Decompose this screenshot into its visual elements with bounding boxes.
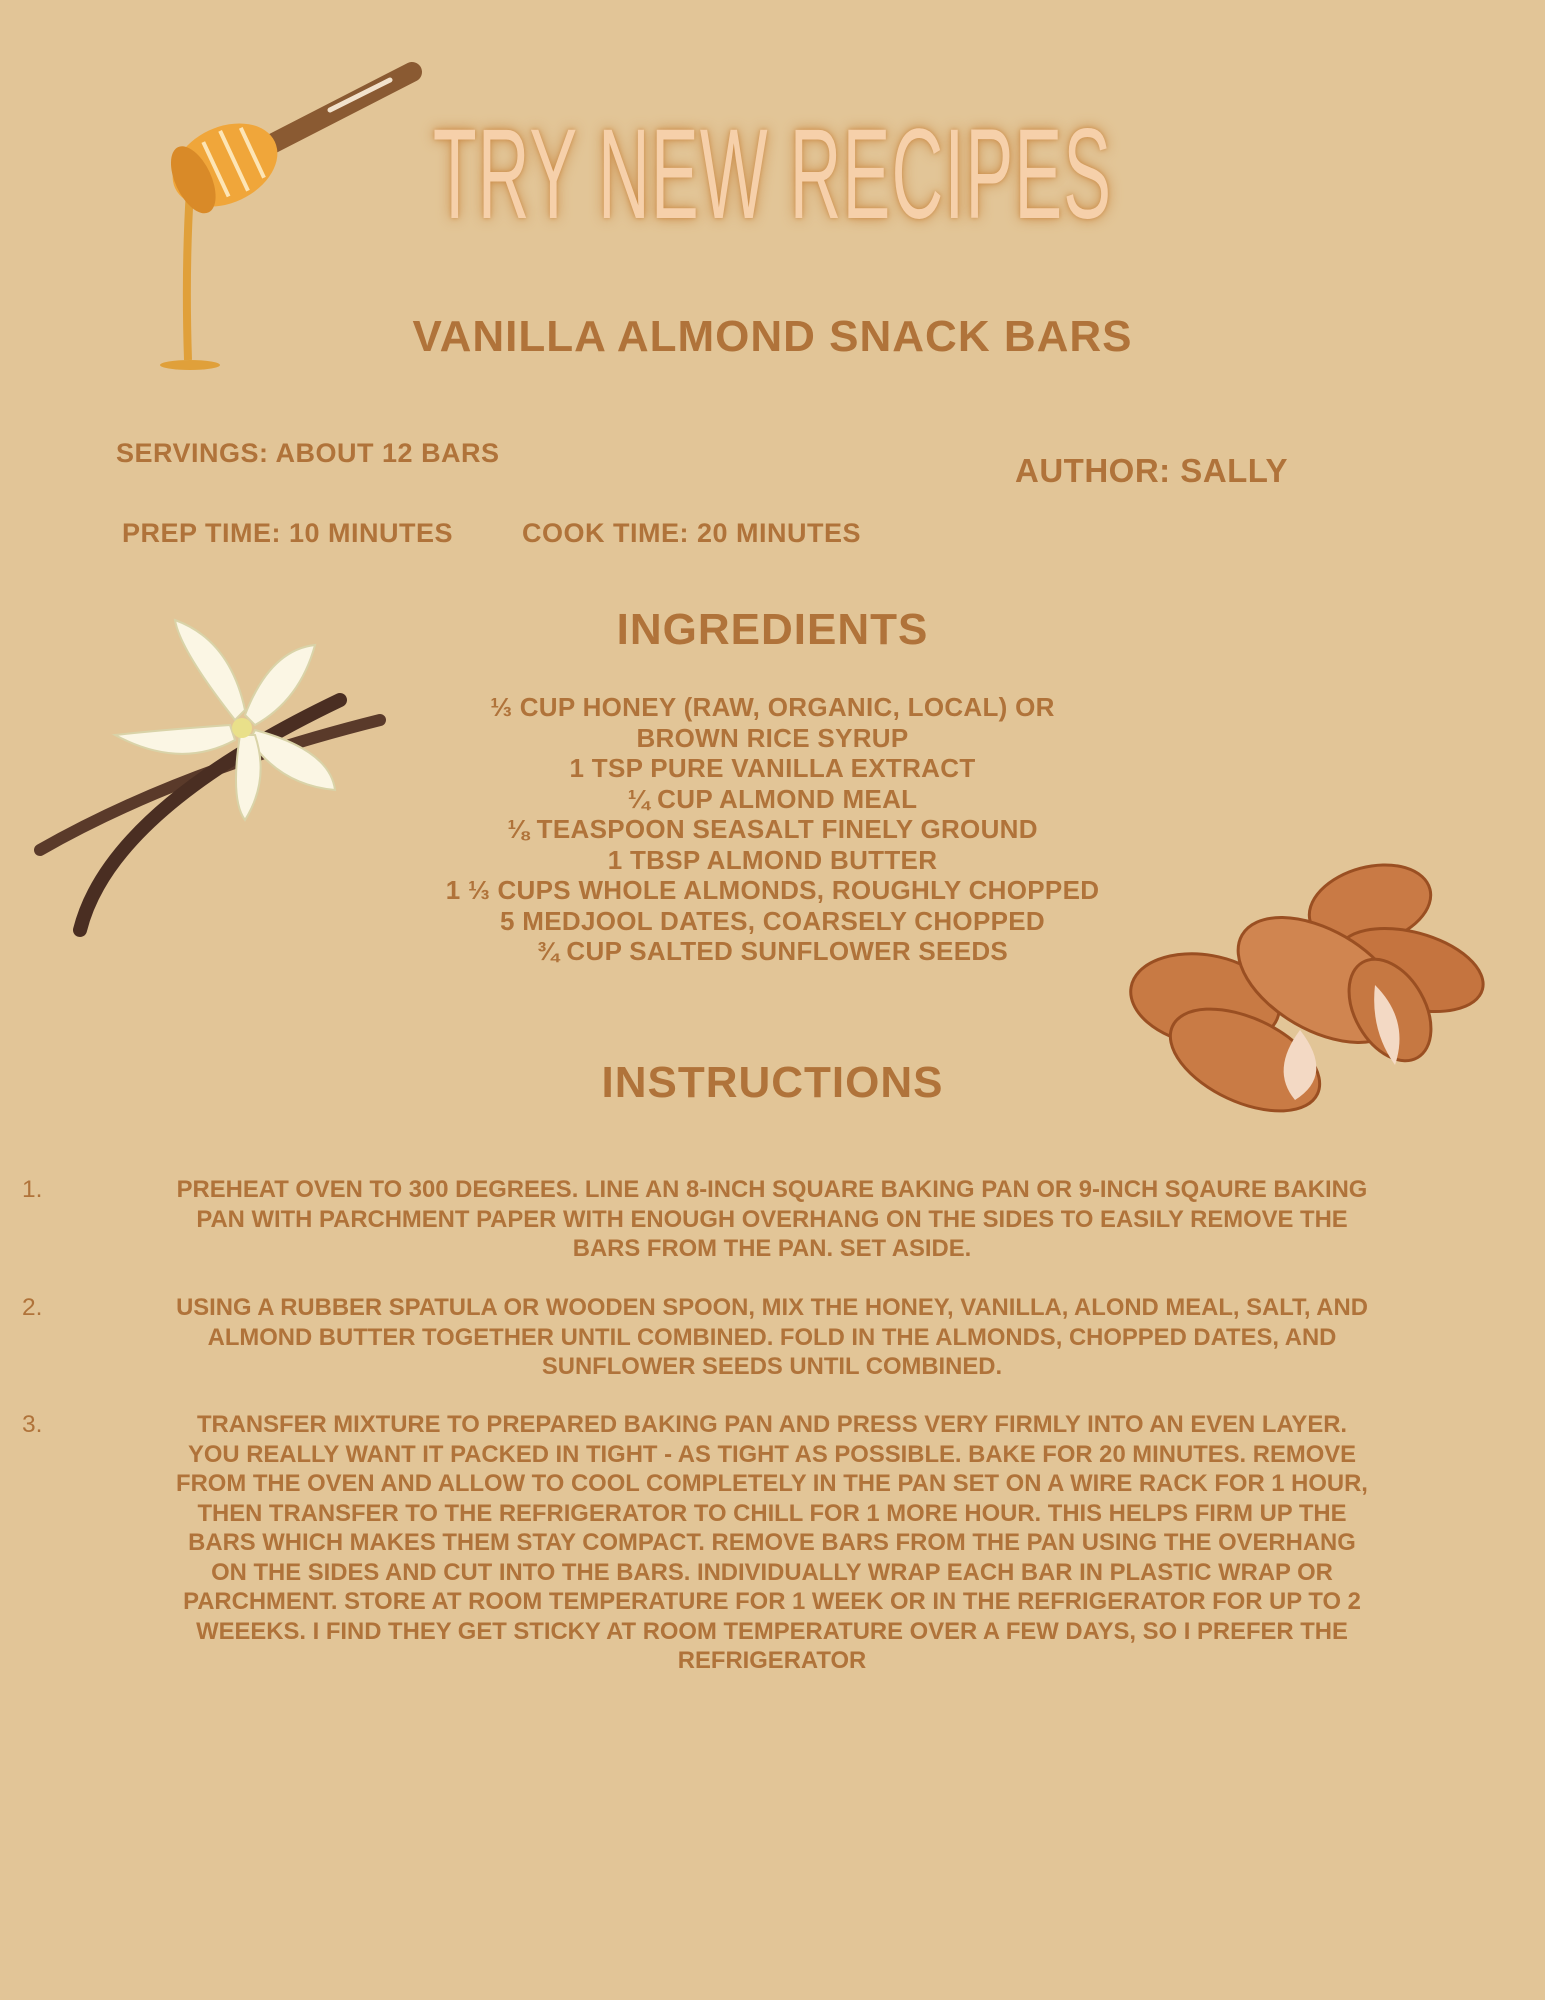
- ingredient-item: ⅓ CUP HONEY (RAW, ORGANIC, LOCAL) OR: [490, 692, 1055, 722]
- step-line: REFRIGERATOR: [677, 1647, 867, 1674]
- prep-time: PREP TIME: 10 MINUTES: [122, 518, 454, 548]
- step-line: WEEEKS. I FIND THEY GET STICKY AT ROOM TEMPERATURE OVER A FEW DAYS, SO I PREFER THE: [196, 1617, 1348, 1645]
- step-number: 3.: [22, 1411, 43, 1438]
- ingredient-item: 5 MEDJOOL DATES, COARSELY CHOPPED: [500, 905, 1045, 936]
- instruction-step-2: [22, 1293, 1522, 1382]
- servings: SERVINGS: ABOUT 12 BARS: [116, 438, 500, 468]
- ingredient-item: 1 TBSP ALMOND BUTTER: [607, 844, 938, 875]
- step-line: PAN WITH PARCHMENT PAPER WITH ENOUGH OVERHANG ON THE SIDES TO EASILY REMOVE THE: [196, 1205, 1348, 1233]
- step-line: FROM THE OVEN AND ALLOW TO COOL COMPLETELY IN THE PAN SET ON A WIRE RACK FOR 1 HOUR,: [176, 1470, 1368, 1497]
- ingredient-item: 1 ⅓ CUPS WHOLE ALMONDS, ROUGHLY CHOPPED: [445, 875, 1100, 905]
- cook-time: COOK TIME: 20 MINUTES: [522, 518, 862, 548]
- step-line: TRANSFER MIXTURE TO PREPARED BAKING PAN AND PRESS VERY FIRMLY INTO AN EVEN LAYER.: [196, 1411, 1348, 1438]
- step-line: PREHEAT OVEN TO 300 DEGREES. LINE AN 8-INCH SQUARE BAKING PAN OR 9-INCH SQAURE BAKING: [176, 1176, 1368, 1203]
- ingredient-item: ⅛ TEASPOON SEASALT FINELY GROUND: [507, 814, 1038, 844]
- step-number: 2.: [22, 1294, 43, 1321]
- step-line: ON THE SIDES AND CUT INTO THE BARS. INDIVIDUALLY WRAP EACH BAR IN PLASTIC WRAP OR: [211, 1558, 1333, 1586]
- ingredients-heading: INGREDIENTS: [616, 605, 929, 654]
- step-line: BARS FROM THE PAN. SET ASIDE.: [572, 1235, 972, 1262]
- ingredient-item: BROWN RICE SYRUP: [636, 722, 909, 753]
- step-line: USING A RUBBER SPATULA OR WOODEN SPOON, MIX THE HONEY, VANILLA, ALOND MEAL, SALT, AND: [176, 1294, 1368, 1321]
- step-line: SUNFLOWER SEEDS UNTIL COMBINED.: [541, 1353, 1003, 1380]
- recipe-name: VANILLA ALMOND SNACK BARS: [412, 312, 1133, 361]
- ingredient-item: 1 TSP PURE VANILLA EXTRACT: [569, 753, 976, 783]
- page-title: TRY NEW RECIPES: [432, 103, 1113, 246]
- instruction-step-1: [22, 1175, 1522, 1264]
- ingredient-item: ¼ CUP ALMOND MEAL: [627, 783, 918, 814]
- instructions-heading: INSTRUCTIONS: [601, 1058, 944, 1107]
- instruction-step-3: [22, 1410, 1522, 1676]
- step-number: 1.: [22, 1176, 43, 1203]
- step-line: ALMOND BUTTER TOGETHER UNTIL COMBINED. FOLD IN THE ALMONDS, CHOPPED DATES, AND: [207, 1323, 1337, 1351]
- step-line: PARCHMENT. STORE AT ROOM TEMPERATURE FOR 1 WEEK OR IN THE REFRIGERATOR FOR UP TO 2: [183, 1588, 1361, 1615]
- step-line: THEN TRANSFER TO THE REFRIGERATOR TO CHILL FOR 1 MORE HOUR. THIS HELPS FIRM UP THE: [197, 1499, 1347, 1527]
- ingredient-item: ¾ CUP SALTED SUNFLOWER SEEDS: [536, 936, 1009, 966]
- step-line: BARS WHICH MAKES THEM STAY COMPACT. REMOVE BARS FROM THE PAN USING THE OVERHANG: [188, 1529, 1356, 1556]
- author: AUTHOR: SALLY: [1015, 452, 1288, 489]
- step-line: YOU REALLY WANT IT PACKED IN TIGHT - AS TIGHT AS POSSIBLE. BAKE FOR 20 MINUTES. REMOVE: [187, 1440, 1357, 1468]
